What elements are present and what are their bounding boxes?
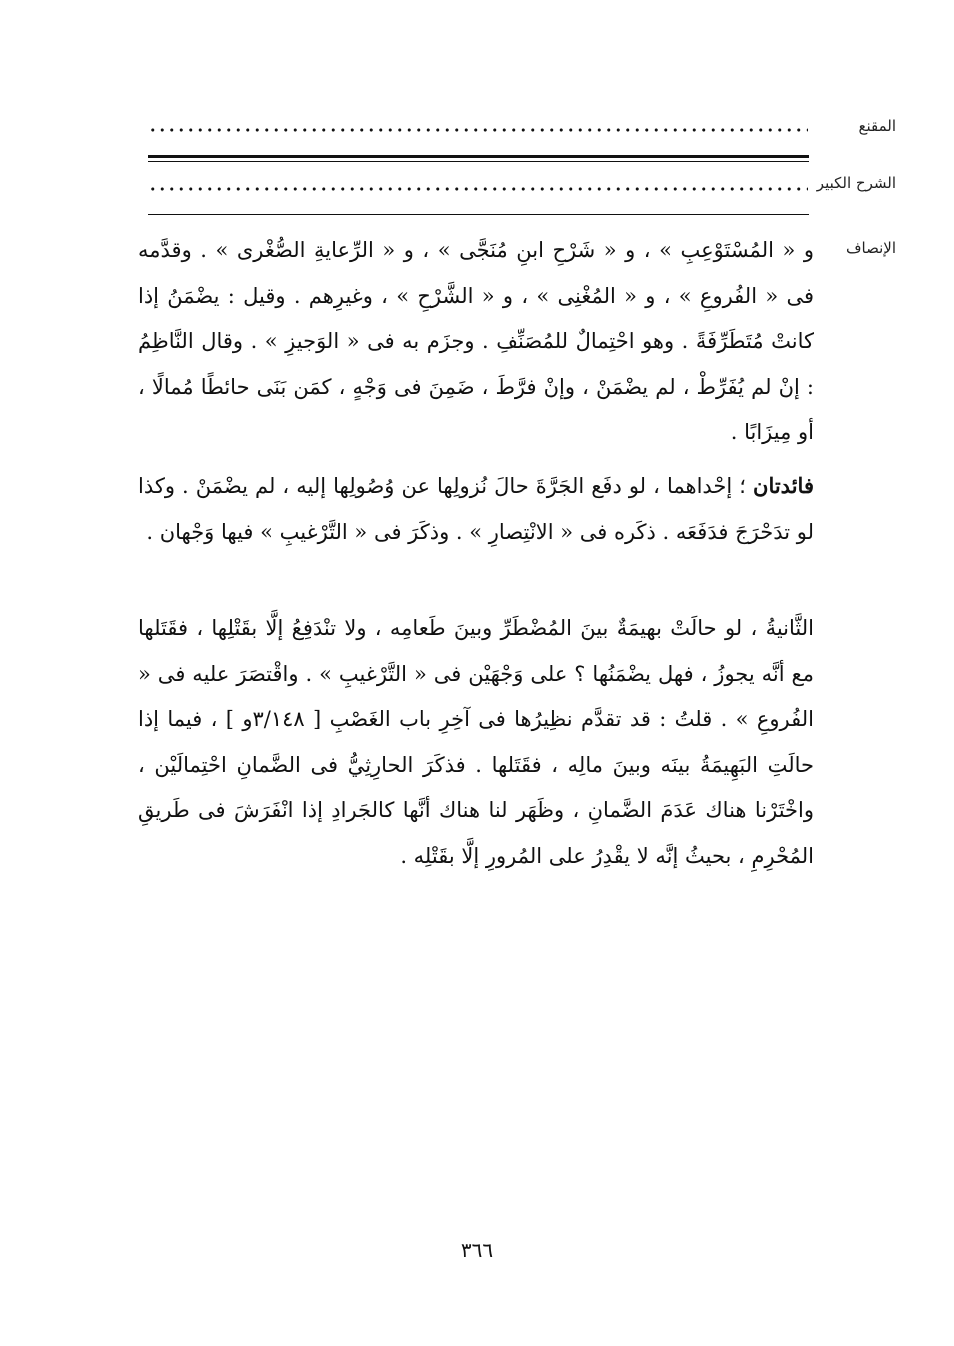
- paragraph-1: و « المُسْتَوْعِبِ » ، و « شَرْحِ ابنِ مُنَجَّى » ، و « الرِّعايةِ الصُّغْرى » . وقدَّمه فى « الفُروعِ » ، و « المُغْنِى » ، و « الشَّرْحِ » ، وغيرِهم . وقيل : يضْمَنُ إذا كانتْ مُتَطَرِّفَةً . وهو احْتِمالٌ للمُصَنِّفِ . وجزَم به فى « الوَجيزِ » . وقال النَّاظِمُ : إنْ لم يُفَرِّطْ ، لم يضْمَنْ ، وإنْ فرَّطَ ، ضَمِنَ فى وَجْهٍ ، كمَن بَنَى حائطًا مُمالًا ، أو مِيزَابًا .: [138, 238, 814, 444]
- paragraph-2-lead: فائدتان: [753, 473, 814, 498]
- paragraph-3: الثَّانيةُ ، لو حالَتْ بهيمَةٌ بينَ المُضْطَرِّ وبينَ طَعامِه ، ولا تنْدَفِعُ إلَّا بقَتْلِها ، فقَتَلها مع أنَّه يجوزُ ، فهل يضْمَنُها ؟ على وَجْهَيْن فى « التَّرْغيبِ » . واقْتصَرَ عليه فى « الفُروعِ » . قلتُ : قد تقدَّم نظِيرُها فى آخِرِ باب الغَصْبِ [ ٣/١٤٨و ] ، فيما إذا حالَتِ البَهِيمَةُ بينَه وبينَ مالِه ، فقَتَلها . فذكَرَ الحارِثِيُّ فى الضَّمانِ احْتِمالَيْن ، واخْتَرْنا هناك عَدَمَ الضَّمانِ ، وظَهَر لنا هناك أنَّها كالجَرادِ إذا انْفَرَشَ فى طَريقِ المُحْرِمِ ، بحيثُ إنَّه لا يقْدِرُ على المُرورِ إلَّا بقَتْلِه .: [138, 616, 814, 868]
- page-number: ٣٦٦: [460, 1238, 494, 1262]
- dotted-line-sharh: [148, 187, 808, 191]
- thick-rule: [148, 155, 809, 158]
- thin-rule-upper: [148, 161, 809, 162]
- label-muqni: المقنع: [858, 117, 896, 135]
- paragraph-2-body: ؛ إحْداهما ، لو دفَع الجَرَّةَ حالَ نُزولِها عن وُصُولِها إليه ، لم يضْمَنْ . وكذا لو تدَحْرَجَ فدَفَعَه . ذكَره فى « الانْتِصارِ » . وذكَرَ فى « التَّرْغيبِ » فيها وَجْهان .: [138, 474, 814, 544]
- dotted-line-muqni: [148, 128, 808, 132]
- thin-rule-lower: [148, 214, 809, 215]
- paragraph-2: [138, 463, 814, 555]
- label-insaf: الإنصاف: [845, 239, 896, 257]
- label-sharh-kabir: الشرح الكبير: [816, 174, 896, 192]
